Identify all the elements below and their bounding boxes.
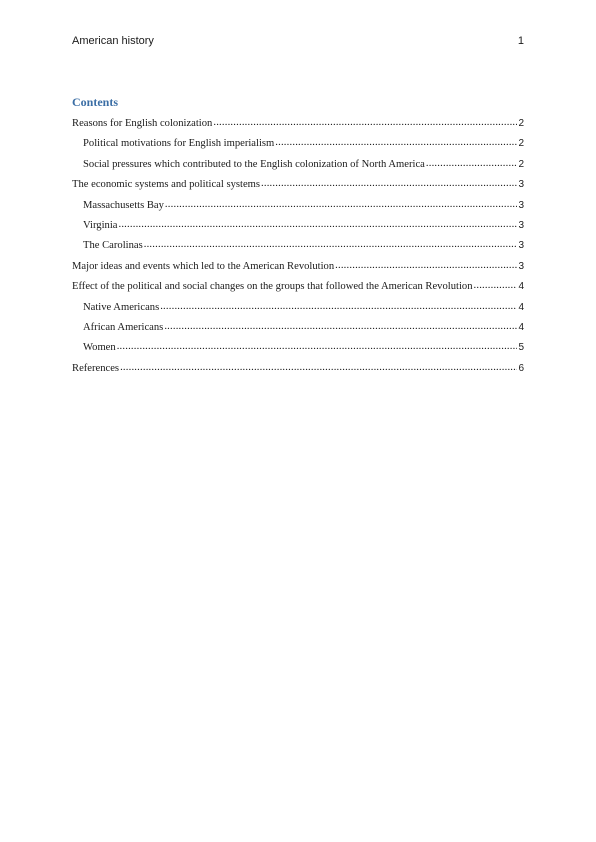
dot-leader [213, 116, 517, 126]
dot-leader [144, 238, 518, 248]
toc-entry[interactable] [72, 238, 524, 258]
toc-entry[interactable] [72, 361, 524, 381]
toc-entry-label: Native Americans [83, 301, 160, 313]
toc-entry-page: 5 [518, 342, 524, 354]
toc-entry[interactable] [72, 157, 524, 177]
toc-entry-label: The economic systems and political systems [72, 179, 261, 191]
toc-entry-label: Political motivations for English imperialism [83, 138, 275, 150]
toc-entry[interactable] [72, 279, 524, 299]
dot-leader [120, 361, 517, 371]
toc-entry-page: 4 [518, 321, 524, 333]
dot-leader [164, 320, 517, 330]
dot-leader [275, 136, 517, 146]
toc-entry-label: The Carolinas [83, 240, 143, 252]
toc-entry-page: 2 [518, 158, 524, 170]
toc-entry-label: References [72, 362, 120, 374]
toc-entry[interactable] [72, 320, 524, 340]
toc-entry-label: Social pressures which contributed to the English colonization of North America [83, 158, 425, 170]
toc-entry[interactable] [72, 259, 524, 279]
header-page-number: 1 [517, 35, 524, 47]
header-title: American history [72, 35, 154, 47]
toc-entry[interactable] [72, 136, 524, 156]
toc-entry-page: 6 [518, 362, 524, 374]
dot-leader [165, 198, 518, 208]
toc-entry-label: Virginia [83, 219, 118, 231]
dot-leader [426, 157, 518, 167]
table-of-contents [72, 116, 524, 381]
toc-entry-label: Women [83, 342, 116, 354]
toc-entry-page: 3 [518, 199, 524, 211]
dot-leader [474, 279, 518, 289]
toc-entry-page: 3 [518, 260, 524, 272]
dot-leader [118, 218, 517, 228]
toc-heading: Contents [72, 95, 119, 109]
toc-entry-page: 3 [518, 219, 524, 231]
toc-entry-page: 2 [518, 138, 524, 150]
toc-entry-page: 3 [518, 240, 524, 252]
toc-entry[interactable] [72, 116, 524, 136]
toc-entry[interactable] [72, 218, 524, 238]
toc-entry-label: Reasons for English colonization [72, 118, 213, 129]
toc-entry-page: 2 [518, 118, 524, 129]
toc-entry[interactable] [72, 340, 524, 360]
dot-leader [160, 300, 517, 310]
toc-entry[interactable] [72, 198, 524, 218]
toc-entry-label: Effect of the political and social changes on the groups that followed the American Revolution [72, 281, 473, 293]
toc-entry-label: Massachusetts Bay [83, 199, 164, 211]
toc-entry-label: African Americans [83, 321, 164, 333]
page-header [72, 35, 524, 51]
toc-entry[interactable] [72, 300, 524, 320]
dot-leader [335, 259, 517, 269]
toc-entry-page: 4 [518, 281, 524, 293]
toc-entry-label: Major ideas and events which led to the American Revolution [72, 260, 335, 272]
dot-leader [117, 340, 518, 350]
dot-leader [261, 177, 517, 187]
toc-entry-page: 3 [518, 179, 524, 191]
toc-entry-page: 4 [518, 301, 524, 313]
toc-entry[interactable] [72, 177, 524, 197]
